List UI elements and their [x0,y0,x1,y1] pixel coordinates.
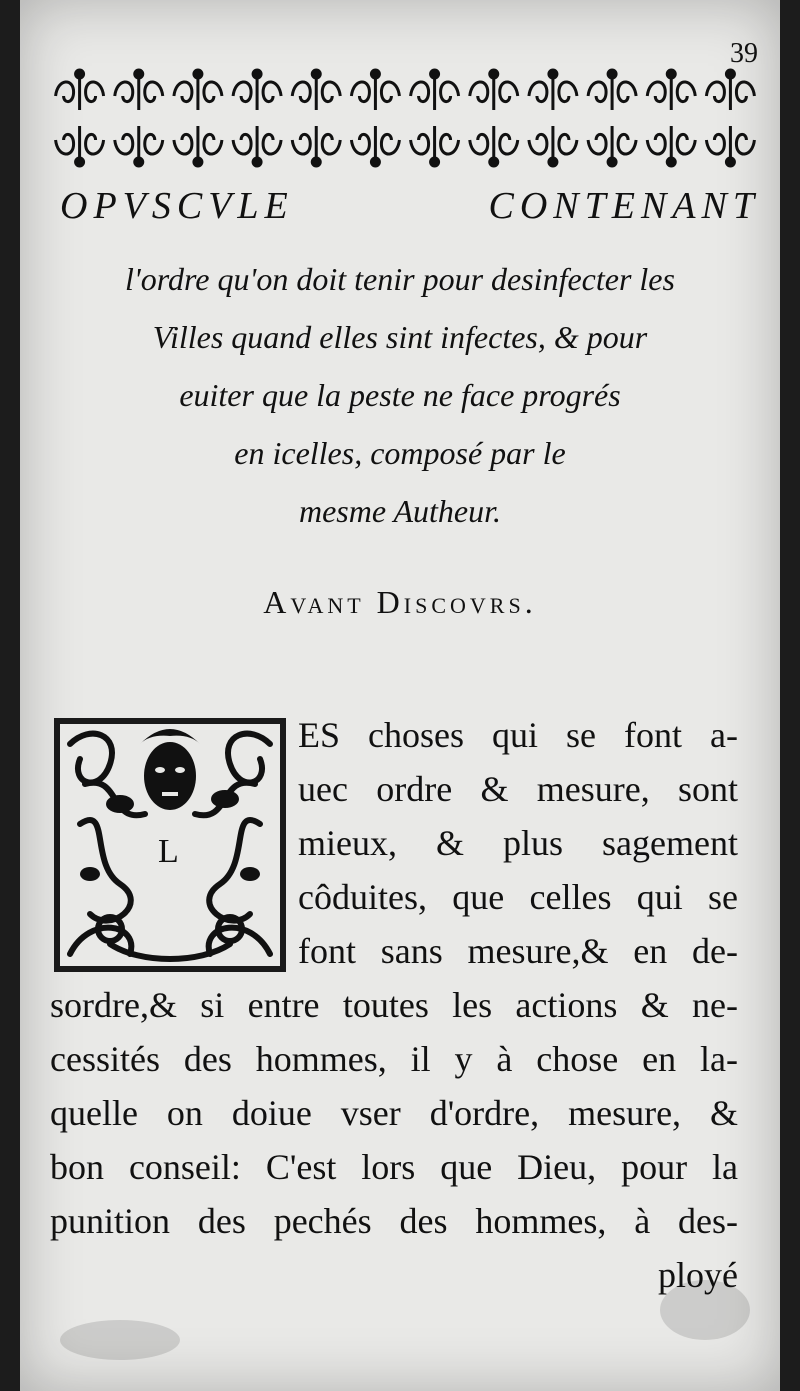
fleuron-dot [312,70,320,78]
fleuron-dot [667,70,675,78]
fleuron-motif [174,126,222,160]
section-heading: Avant Discovrs. [263,584,537,620]
subtitle [40,250,760,540]
fleuron-motif [351,76,399,110]
drop-cap-letter: L [158,833,179,870]
fleuron-motif [233,126,281,160]
fleuron-dot [726,158,734,166]
decorated-drop-cap [50,714,290,976]
fleuron-dot [667,158,675,166]
fleuron-motif [411,126,459,160]
fleuron-dot [549,70,557,78]
fleuron-motif [56,126,104,160]
fleuron-motif [647,126,695,160]
page-number: 39 [730,38,758,69]
fleuron-motif [706,126,754,160]
fleuron-motif [411,76,459,110]
body-line: punition des pechés des hommes, à des- [50,1201,738,1241]
fleuron-motif [706,76,754,110]
fleuron-motif [233,76,281,110]
fleuron-dot [76,70,84,78]
paper-stain [60,1320,180,1360]
fleuron-motif [529,76,577,110]
body-line: côduites, que celles qui se [298,877,738,917]
fleuron-dot [253,158,261,166]
body-line: quelle on doiue vser d'ordre, mesure, & [50,1093,738,1133]
title: OPVSCVLE CONTENANT [60,185,760,227]
fleuron-motif [588,76,636,110]
fleuron-motif [470,126,518,160]
fleuron-dot [76,158,84,166]
fleuron-dot [135,70,143,78]
body-line: cessités des hommes, il y à chose en la- [50,1039,738,1079]
fleuron-dot [490,158,498,166]
fleuron-dot [490,70,498,78]
fleuron-dot [608,158,616,166]
body-line: uec ordre & mesure, sont [298,769,738,809]
fleuron-motif [470,76,518,110]
subtitle-line: l'ordre qu'on doit tenir pour desinfecter les [125,261,675,297]
subtitle-line: en icelles, composé par le [234,435,566,471]
body-line: sordre,& si entre toutes les actions & ne- [50,985,738,1025]
fleuron-motif [56,76,104,110]
fleuron-motif [647,76,695,110]
fleuron-motif [115,126,163,160]
fleuron-motif [529,126,577,160]
subtitle-line: mesme Autheur. [298,493,502,529]
fleuron-motif [174,76,222,110]
fleuron-dot [371,158,379,166]
subtitle-line: Villes quand elles sint infectes, & pour [152,319,648,355]
fleuron-motif [292,76,340,110]
fleuron-motif [588,126,636,160]
subtitle-line: euiter que la peste ne face progrés [179,377,621,413]
fleuron-dot [549,158,557,166]
fleuron-dot [431,70,439,78]
fleuron-dot [194,70,202,78]
fleuron-dot [312,158,320,166]
catchword: ployé [658,1255,738,1295]
fleuron-dot [726,70,734,78]
fleuron-motif [351,126,399,160]
fleuron-border-ornament [50,68,760,168]
fleuron-dot [135,158,143,166]
fleuron-motif [115,76,163,110]
fleuron-motif [292,126,340,160]
book-page [20,0,780,1391]
fleuron-dot [608,70,616,78]
fleuron-dot [371,70,379,78]
paper-stain [660,1280,750,1340]
body-line: bon conseil: C'est lors que Dieu, pour la [50,1147,738,1187]
body-line: ES choses qui se font a- [298,715,738,755]
fleuron-dot [253,70,261,78]
body-line: mieux, & plus sagement [298,823,738,863]
fleuron-dot [431,158,439,166]
fleuron-dot [194,158,202,166]
body-line: font sans mesure,& en de- [298,931,738,971]
